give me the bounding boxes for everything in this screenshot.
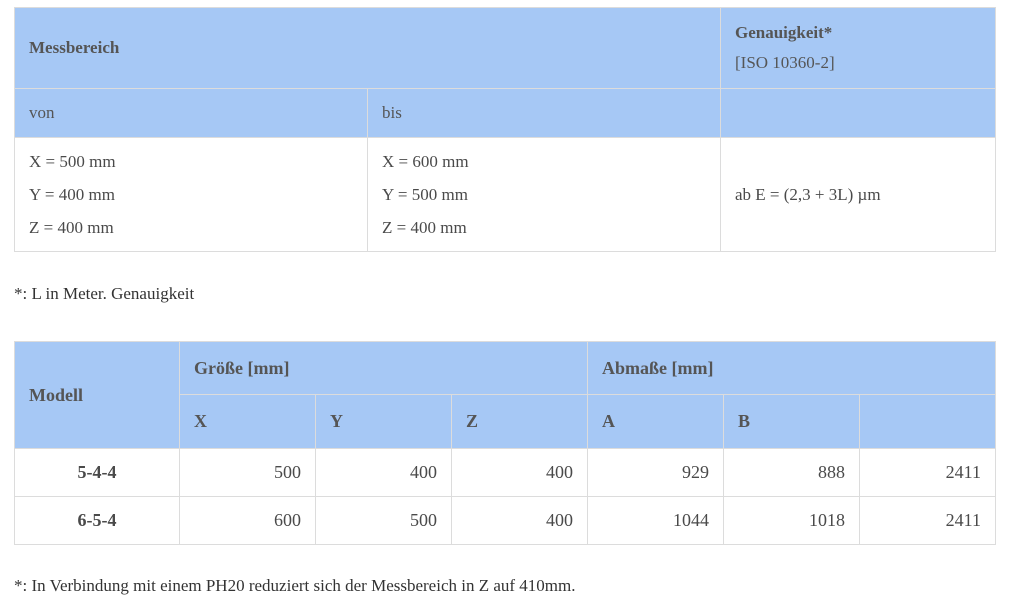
z-cell: 400 <box>452 449 588 497</box>
x-cell: 600 <box>180 497 316 545</box>
a-cell: 1044 <box>588 497 724 545</box>
b-cell: 888 <box>724 449 860 497</box>
table-row <box>15 497 996 545</box>
footnote-accuracy: *: L in Meter. Genauigkeit <box>14 284 195 303</box>
subheader-empty <box>721 89 996 138</box>
to-x: X = 600 mm <box>382 152 469 171</box>
header-dimensions: Abmaße [mm] <box>588 342 996 395</box>
from-x: X = 500 mm <box>29 152 116 171</box>
table-row <box>15 449 996 497</box>
subheader-to: bis <box>368 89 721 138</box>
accuracy-value: ab E = (2,3 + 3L) µm <box>721 138 996 252</box>
col-z: Z <box>452 395 588 449</box>
footnote-ph20: *: In Verbindung mit einem PH20 reduziert sich der Messbereich in Z auf 410mm. <box>14 576 576 595</box>
c-cell: 2411 <box>860 497 996 545</box>
to-values-cell <box>368 138 721 252</box>
col-y: Y <box>316 395 452 449</box>
b-cell: 1018 <box>724 497 860 545</box>
c-cell: 2411 <box>860 449 996 497</box>
measuring-range-table <box>14 7 996 252</box>
model-cell: 6-5-4 <box>15 497 180 545</box>
from-values-cell <box>15 138 368 252</box>
header-model: Modell <box>15 342 180 449</box>
header-size: Größe [mm] <box>180 342 588 395</box>
col-a: A <box>588 395 724 449</box>
header-accuracy-norm: [ISO 10360-2] <box>735 53 835 72</box>
from-y: Y = 400 mm <box>29 185 115 204</box>
header-measure-range: Messbereich <box>15 8 721 89</box>
col-x: X <box>180 395 316 449</box>
y-cell: 400 <box>316 449 452 497</box>
to-z: Z = 400 mm <box>382 218 467 237</box>
header-accuracy: Genauigkeit* <box>735 23 833 42</box>
header-accuracy-cell <box>721 8 996 89</box>
to-y: Y = 500 mm <box>382 185 468 204</box>
model-table <box>14 341 996 545</box>
model-cell: 5-4-4 <box>15 449 180 497</box>
col-b: B <box>724 395 860 449</box>
x-cell: 500 <box>180 449 316 497</box>
col-c <box>860 395 996 449</box>
a-cell: 929 <box>588 449 724 497</box>
y-cell: 500 <box>316 497 452 545</box>
z-cell: 400 <box>452 497 588 545</box>
from-z: Z = 400 mm <box>29 218 114 237</box>
subheader-from: von <box>15 89 368 138</box>
